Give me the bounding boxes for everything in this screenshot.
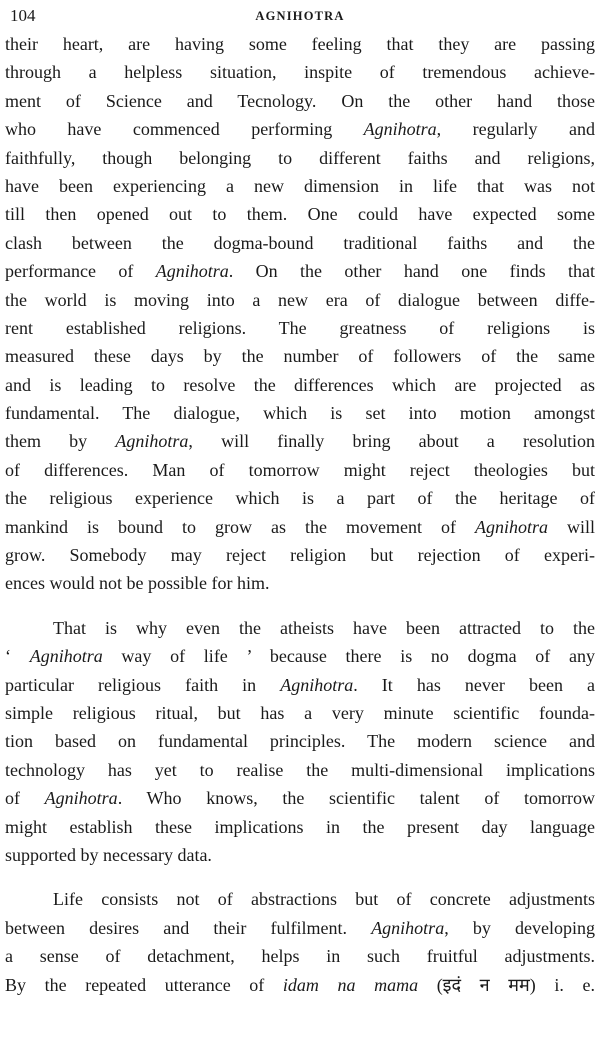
text-line: have been experiencing a new dimension in life that was not [5, 175, 595, 196]
italic-term: Agnihotra [44, 788, 118, 809]
text-line: till then opened out to them. One could have expected some [5, 204, 595, 225]
text-line: measured these days by the number of followers of the same [5, 346, 595, 367]
text-line: By the repeated utterance of idam na mama (इदं न मम) i. e. [5, 974, 595, 995]
text-line: who have commenced performing Agnihotra, regularly and [5, 119, 595, 140]
italic-term: Agnihotra [280, 674, 354, 695]
italic-term: Agnihotra [29, 646, 103, 667]
text-line: Life consists not of abstractions but of concrete adjustments [53, 889, 595, 910]
text-line: technology has yet to realise the multi-dimensional implications [5, 759, 595, 780]
italic-term: Agnihotra [363, 119, 437, 140]
text-line: a sense of detachment, helps in such fruitful adjustments. [5, 946, 595, 967]
text-line: performance of Agnihotra. On the other hand one finds that [5, 261, 595, 282]
text-line: the religious experience which is a part of the heritage of [5, 488, 595, 509]
text-line: tion based on fundamental principles. The modern science and [5, 731, 595, 752]
page-number: 104 [10, 6, 36, 25]
text-line: ‘ Agnihotra way of life ’ because there is no dogma of any [5, 646, 595, 667]
text-line: the world is moving into a new era of dialogue between diffe- [5, 289, 595, 310]
paragraph-1 [5, 30, 595, 598]
text-line: of differences. Man of tomorrow might reject theologies but [5, 459, 595, 480]
text-line: fundamental. The dialogue, which is set into motion amongst [5, 403, 595, 424]
italic-term: Agnihotra [474, 516, 548, 537]
text-line: ences would not be possible for him. [5, 573, 270, 594]
paragraph-2 [5, 614, 595, 870]
text-line: of Agnihotra. Who knows, the scientific talent of tomorrow [5, 788, 595, 809]
text-line: grow. Somebody may reject religion but rejection of experi- [5, 545, 595, 566]
text-line: might establish these implications in the present day language [5, 816, 595, 837]
text-line: clash between the dogma-bound traditional faiths and the [5, 232, 595, 253]
italic-term: idam na mama [282, 974, 419, 995]
italic-term: Agnihotra [115, 431, 189, 452]
text-line: supported by necessary data. [5, 844, 212, 865]
text-line: That is why even the atheists have been attracted to the [53, 617, 595, 638]
text-line: between desires and their fulfilment. Agnihotra, by developing [5, 917, 595, 938]
text-line: mankind is bound to grow as the movement of Agnihotra will [5, 516, 595, 537]
text-line: faithfully, though belonging to different faiths and religions, [5, 147, 595, 168]
text-line: particular religious faith in Agnihotra. It has never been a [5, 674, 595, 695]
text-line: ment of Science and Tecnology. On the other hand those [5, 90, 595, 111]
italic-term: Agnihotra [371, 917, 445, 938]
paragraph-3 [5, 885, 595, 999]
text-line: their heart, are having some feeling that they are passing [5, 34, 595, 54]
text-line: rent established religions. The greatness of religions is [5, 317, 595, 338]
text-line: and is leading to resolve the differences which are projected as [5, 374, 595, 395]
running-head: AGNIHOTRA [255, 9, 345, 23]
text-line: them by Agnihotra, will finally bring about a resolution [5, 431, 595, 452]
text-line: through a helpless situation, inspite of tremendous achieve- [5, 62, 595, 83]
text-line: simple religious ritual, but has a very minute scientific founda- [5, 702, 595, 723]
page-header [5, 0, 595, 30]
italic-term: Agnihotra [155, 261, 229, 282]
